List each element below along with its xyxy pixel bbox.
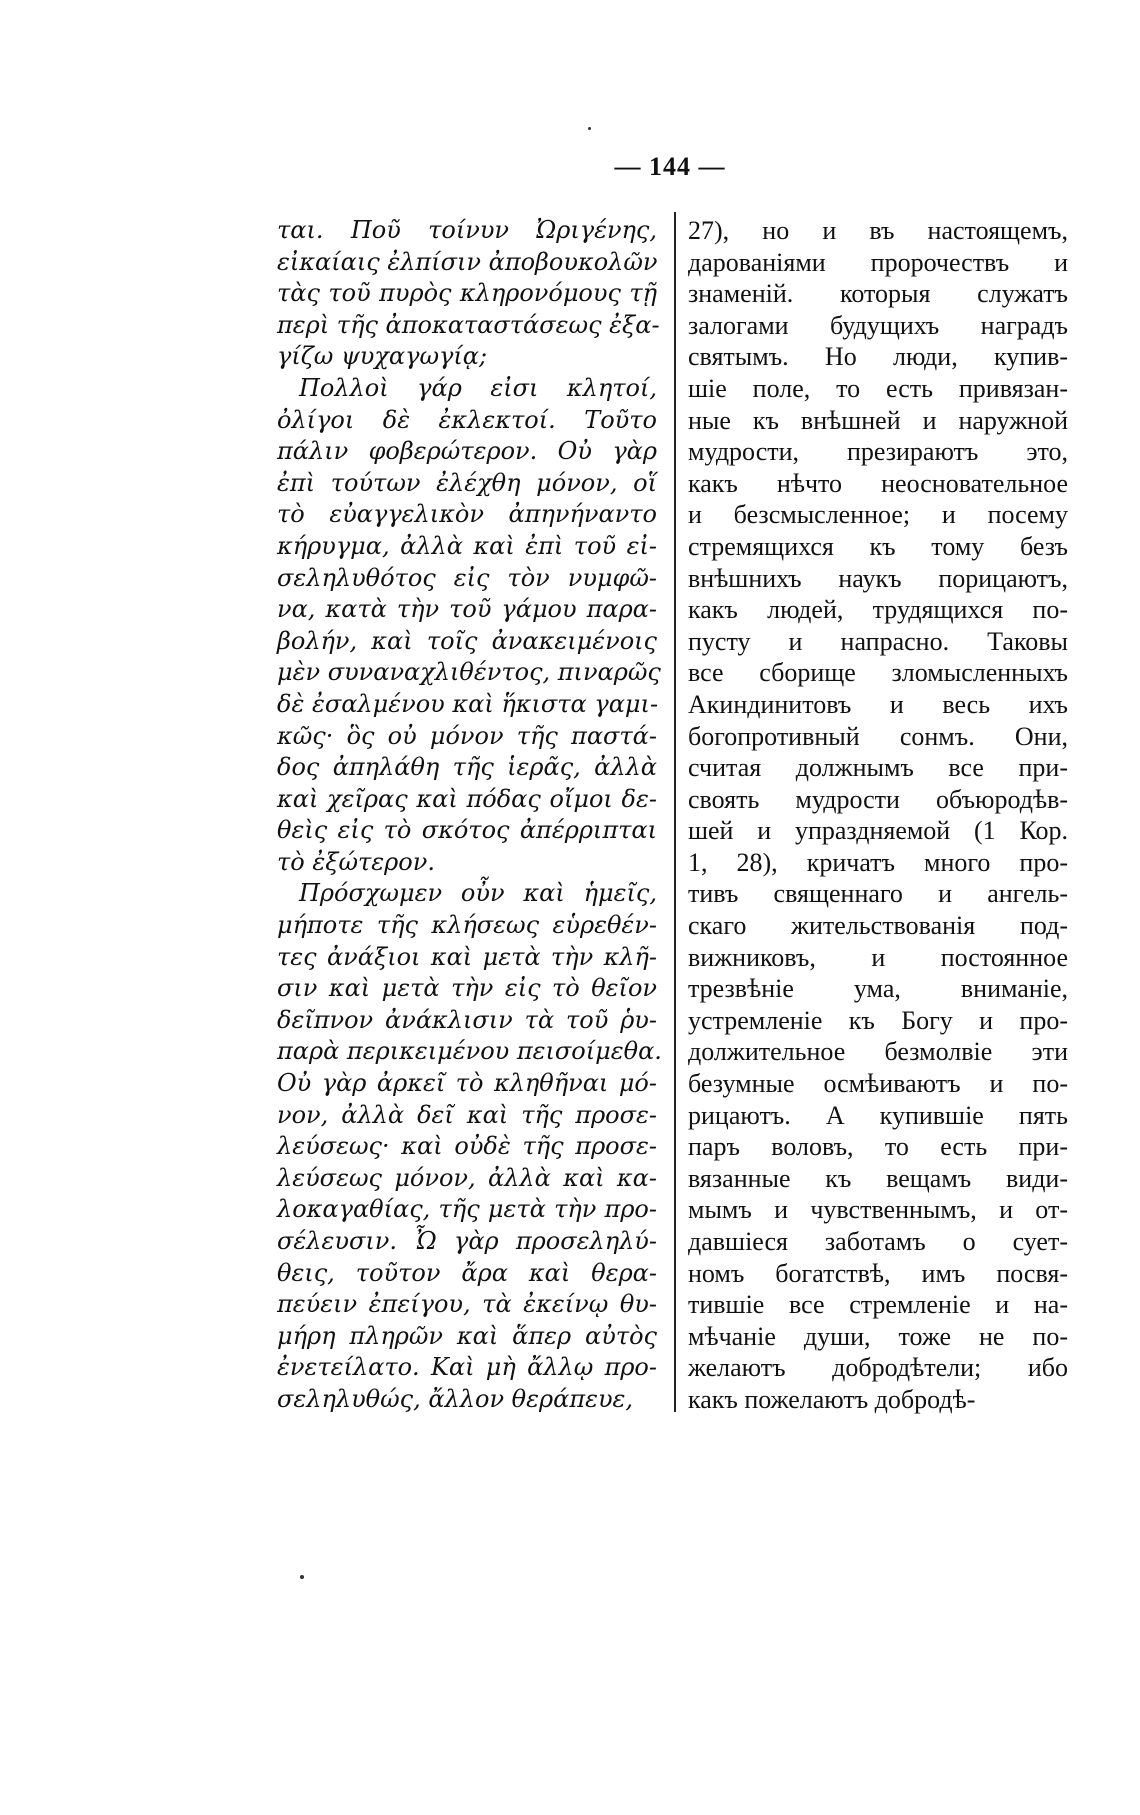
text-line: тившіе все стремленіе и на- xyxy=(688,1290,1068,1320)
text-line: κῶς· ὃς οὐ μόνον τῆς παστά- xyxy=(277,721,657,750)
print-speck xyxy=(588,127,591,130)
text-line: περὶ τῆς ἀποκαταστάσεως ἐξα- xyxy=(277,310,660,339)
text-line: тивъ священнаго и ангель- xyxy=(688,879,1068,909)
text-line: σεληλυθότος εἰς τὸν νυμφῶ- xyxy=(277,563,657,592)
text-line: скаго жительствованія под- xyxy=(688,911,1068,941)
text-line: ные къ внѣшней и наружной xyxy=(688,405,1068,435)
text-line: безумные осмѣиваютъ и по- xyxy=(688,1069,1068,1099)
text-line: τὸ ἐξώτερον. xyxy=(277,847,435,876)
text-line: ἐνετείλατο. Καὶ μὴ ἄλλῳ προ- xyxy=(277,1353,657,1382)
text-line: пусту и напрасно. Таковы xyxy=(688,626,1068,656)
text-line: λοκαγαθίας, τῆς μετὰ τὴν προ- xyxy=(277,1195,657,1224)
text-line: ἐπὶ τούτων ἐλέχθη μόνον, οἵ xyxy=(277,468,657,497)
text-line: залогами будущихъ наградъ xyxy=(688,310,1068,340)
text-line: внѣшнихъ наукъ порицаютъ, xyxy=(688,563,1068,593)
text-line: παρὰ περικειμένου πεισοίμεθα. xyxy=(277,1037,662,1066)
text-line: τὸ εὐαγγελικὸν ἀπηνήναντο xyxy=(277,500,657,529)
text-line: ται. Ποῦ τοίνυν Ὠριγένης, xyxy=(277,216,657,244)
text-line: все сборище зломысленныхъ xyxy=(688,658,1068,688)
text-line: святымъ. Но люди, купив- xyxy=(688,342,1068,372)
text-line: μήρη πληρῶν καὶ ἅπερ αὐτὸς xyxy=(277,1321,657,1350)
text-line: номъ богатствѣ, имъ посвя- xyxy=(688,1258,1068,1288)
text-line: θεὶς εἰς τὸ σκότος ἀπέρριπται xyxy=(277,816,657,845)
text-line: καὶ χεῖρας καὶ πόδας οἴμοι δε- xyxy=(277,784,657,813)
text-line: θεις, τοῦτον ἄρα καὶ θερα- xyxy=(277,1258,657,1287)
text-line: δος ἀπηλάθη τῆς ἱερᾶς, ἀλλὰ xyxy=(277,753,657,782)
text-line: какъ нѣчто неосновательное xyxy=(688,468,1068,498)
text-line: мѣчаніе души, тоже не по- xyxy=(688,1321,1068,1351)
text-line: 27), но и въ настоящемъ, xyxy=(688,216,1068,245)
text-line: δὲ ἐσαλμένου καὶ ἥκιστα γαμι- xyxy=(277,689,659,718)
text-line: πάλιν φοβερώτερον. Οὐ γὰρ xyxy=(277,437,657,466)
text-line: 1, 28), кричатъ много про- xyxy=(688,847,1068,877)
text-line: Οὐ γὰρ ἀρκεῖ τὸ κληθῆναι μό- xyxy=(277,1069,657,1098)
text-line: своять мудрости объюродѣв- xyxy=(688,784,1068,814)
text-line: рицаютъ. А купившіе пять xyxy=(688,1100,1068,1130)
text-line: считая должнымъ все при- xyxy=(688,753,1068,783)
text-line: σιν καὶ μετὰ τὴν εἰς τὸ θεῖον xyxy=(277,974,657,1003)
text-line: мымъ и чувственнымъ, и от- xyxy=(688,1195,1068,1225)
text-line: какъ людей, трудящихся по- xyxy=(688,595,1068,625)
text-line: Πολλοὶ γάρ εἰσι κλητοί, xyxy=(299,373,657,402)
text-line: и безсмысленное; и посему xyxy=(688,500,1068,530)
text-line: богопротивный сонмъ. Они, xyxy=(688,721,1068,751)
text-line: давшіеся заботамъ о сует- xyxy=(688,1227,1068,1256)
text-line: вязанные къ вещамъ види- xyxy=(688,1163,1068,1193)
text-line: желаютъ добродѣтели; ибо xyxy=(688,1353,1068,1383)
text-line: γίζω ψυχαγωγίᾳ; xyxy=(277,342,488,371)
text-line: δεῖπνον ἀνάκλισιν τὰ τοῦ ῥυ- xyxy=(277,1005,657,1034)
text-line: должительное безмолвіе эти xyxy=(688,1037,1068,1067)
text-line: дарованіями пророчествъ и xyxy=(688,247,1068,277)
text-line: βολήν, καὶ τοῖς ἀνακειμένοις xyxy=(277,626,657,655)
slavonic-text-column xyxy=(688,215,1068,1416)
text-line: трезвѣніе ума, вниманіе, xyxy=(688,974,1068,1004)
text-line: паръ воловъ, то есть при- xyxy=(688,1132,1068,1162)
text-line: μὲν συναναχλιθέντος, πιναρῶς xyxy=(277,658,661,687)
text-line: να, κατὰ τὴν τοῦ γάμου παρα- xyxy=(277,595,657,624)
page-number: — 144 — xyxy=(614,152,726,181)
text-line: μήποτε τῆς κλήσεως εὑρεθέν- xyxy=(277,911,657,940)
text-line: τὰς τοῦ πυρὸς κληρονόμους τῇ xyxy=(277,279,657,308)
text-line: Акиндинитовъ и весь ихъ xyxy=(688,689,1068,719)
text-line: вижниковъ, и постоянное xyxy=(688,942,1068,972)
column-divider xyxy=(674,212,676,1412)
text-line: σεληλυθώς, ἄλλον θεράπευε, xyxy=(277,1384,634,1413)
text-line: λεύσεως· καὶ οὐδὲ τῆς προσε- xyxy=(277,1132,657,1161)
text-line: πεύειν ἐπείγου, τὰ ἐκείνῳ θυ- xyxy=(277,1290,657,1319)
text-line: шей и упраздняемой (1 Кор. xyxy=(688,816,1068,846)
text-line: εἰκαίαις ἐλπίσιν ἀποβουκολῶν xyxy=(277,247,658,276)
text-line: ὀλίγοι δὲ ἐκλεκτοί. Τοῦτο xyxy=(277,405,657,434)
text-line: шіе поле, то есть привязан- xyxy=(688,373,1068,403)
text-line: какъ пожелаютъ добродѣ- xyxy=(688,1384,976,1414)
text-line: λεύσεως μόνον, ἀλλὰ καὶ κα- xyxy=(277,1163,657,1192)
text-line: νον, ἀλλὰ δεῖ καὶ τῆς προσε- xyxy=(277,1100,657,1129)
text-line: Πρόσχωμεν οὖν καὶ ἡμεῖς, xyxy=(299,879,657,908)
text-line: знаменій. которыя служатъ xyxy=(688,279,1068,309)
greek-text-column xyxy=(277,215,662,1416)
text-line: κήρυγμα, ἀλλὰ καὶ ἐπὶ τοῦ εἰ- xyxy=(277,531,657,560)
text-line: σέλευσιν. Ὦ γὰρ προσεληλύ- xyxy=(277,1227,657,1255)
text-line: τες ἀνάξιοι καὶ μετὰ τὴν κλῆ- xyxy=(277,942,657,971)
text-line: устремленіе къ Богу и про- xyxy=(688,1005,1068,1035)
print-speck xyxy=(300,1575,304,1579)
text-line: стремящихся къ тому безъ xyxy=(688,531,1068,561)
text-line: мудрости, презираютъ это, xyxy=(688,437,1068,467)
